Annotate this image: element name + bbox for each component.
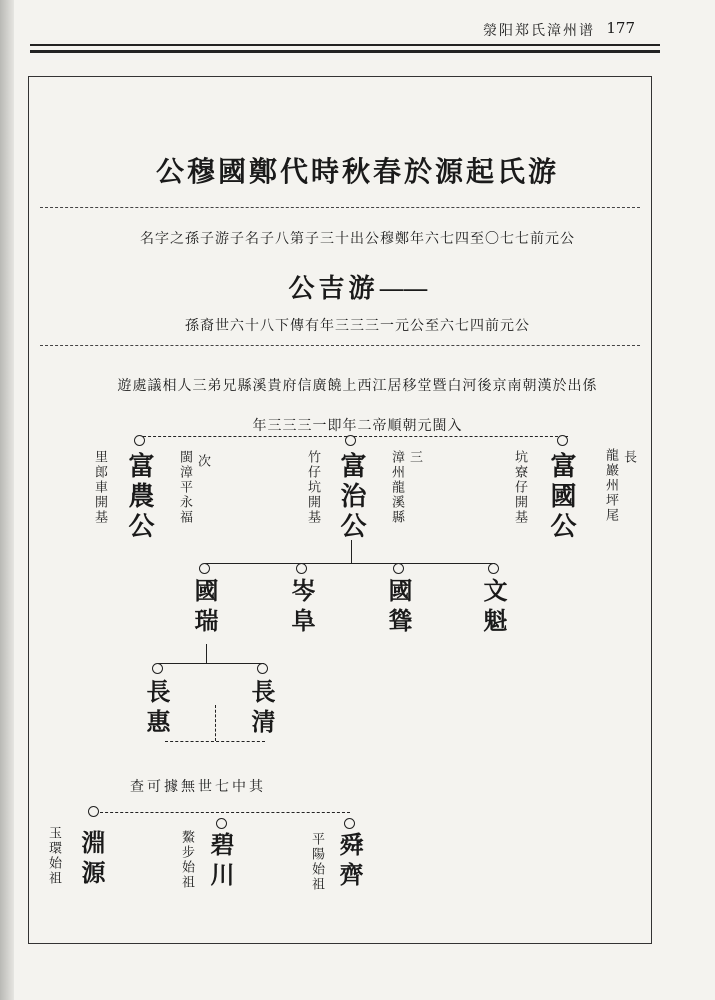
tree-node: [88, 806, 99, 817]
rank-label: 三: [407, 450, 422, 465]
tree-node: [344, 818, 355, 829]
divider: [40, 345, 640, 346]
tree-node: [557, 435, 568, 446]
divider: [40, 207, 640, 208]
brother-name: 富國公: [546, 452, 576, 542]
grandson-name: 長清: [247, 679, 276, 739]
page-number: 177: [606, 19, 635, 37]
book-title: 滎阳郑氏漳州谱: [483, 23, 595, 39]
page-title: 游氏起源於春秋時代鄭國穆公: [155, 155, 559, 188]
tree-line: [215, 705, 216, 741]
son-name: 岑阜: [287, 578, 316, 638]
tree-node: [216, 818, 227, 829]
tree-node: [134, 435, 145, 446]
tree-line: [351, 540, 352, 564]
descendant-note: 鰲步始祖: [179, 830, 194, 890]
origin-label: 龍巖州坪尾: [603, 448, 618, 523]
descendant-name: 舜齊: [335, 832, 364, 892]
origin-line: 公元前七七〇至四七六年鄭穆公出十三子第八子名子游子孫之字名: [140, 231, 575, 247]
tree-line: [206, 644, 207, 664]
tree-node: [257, 663, 268, 674]
founding-label: 竹仔坑開基: [305, 450, 320, 525]
son-name: 文魁: [479, 578, 508, 638]
son-name: 國聳: [384, 578, 413, 638]
entry-line: 入閩元朝順帝二年即一三三三年: [252, 418, 463, 434]
son-name: 國瑞: [190, 578, 219, 638]
tree-node: [296, 563, 307, 574]
founder-name: 游吉公: [288, 274, 379, 304]
tree-line: [165, 741, 265, 742]
founding-label: 坑寮仔開基: [512, 450, 527, 525]
descendant-note: 玉環始祖: [46, 826, 61, 886]
tree-node: [345, 435, 356, 446]
tree-node: [488, 563, 499, 574]
tree-node: [393, 563, 404, 574]
gap-note: 其中七世無據可查: [130, 779, 266, 795]
descendant-name: 碧川: [206, 832, 235, 892]
brother-name: 富治公: [336, 452, 366, 542]
tree-line: [158, 663, 264, 664]
tree-node: [152, 663, 163, 674]
descendant-note: 平陽始祖: [309, 832, 324, 892]
founder-dash: ——: [378, 274, 427, 304]
header-rule-thick: [30, 50, 660, 53]
origin-label: 閩漳平永福: [177, 450, 192, 525]
founding-label: 里郎車開基: [92, 450, 107, 525]
rank-label: 次: [195, 454, 210, 469]
migration-line: 係出於漢朝南京後河白暨堂移居江西上饒廣信府貴溪縣兄弟三人相議處遊: [117, 378, 598, 394]
rank-label: 長: [621, 450, 636, 465]
founder-heading: [0, 268, 715, 305]
generations-line: 公元前四七六至公元一三三三年有傳下八十六世裔孫: [185, 318, 530, 334]
descendant-name: 淵源: [77, 830, 106, 890]
tree-line: [205, 563, 495, 564]
tree-line: [95, 812, 350, 813]
origin-label: 漳州龍溪縣: [389, 450, 404, 525]
header-rule: [30, 44, 660, 46]
brother-name: 富農公: [124, 452, 154, 542]
grandson-name: 長惠: [142, 679, 171, 739]
tree-node: [199, 563, 210, 574]
